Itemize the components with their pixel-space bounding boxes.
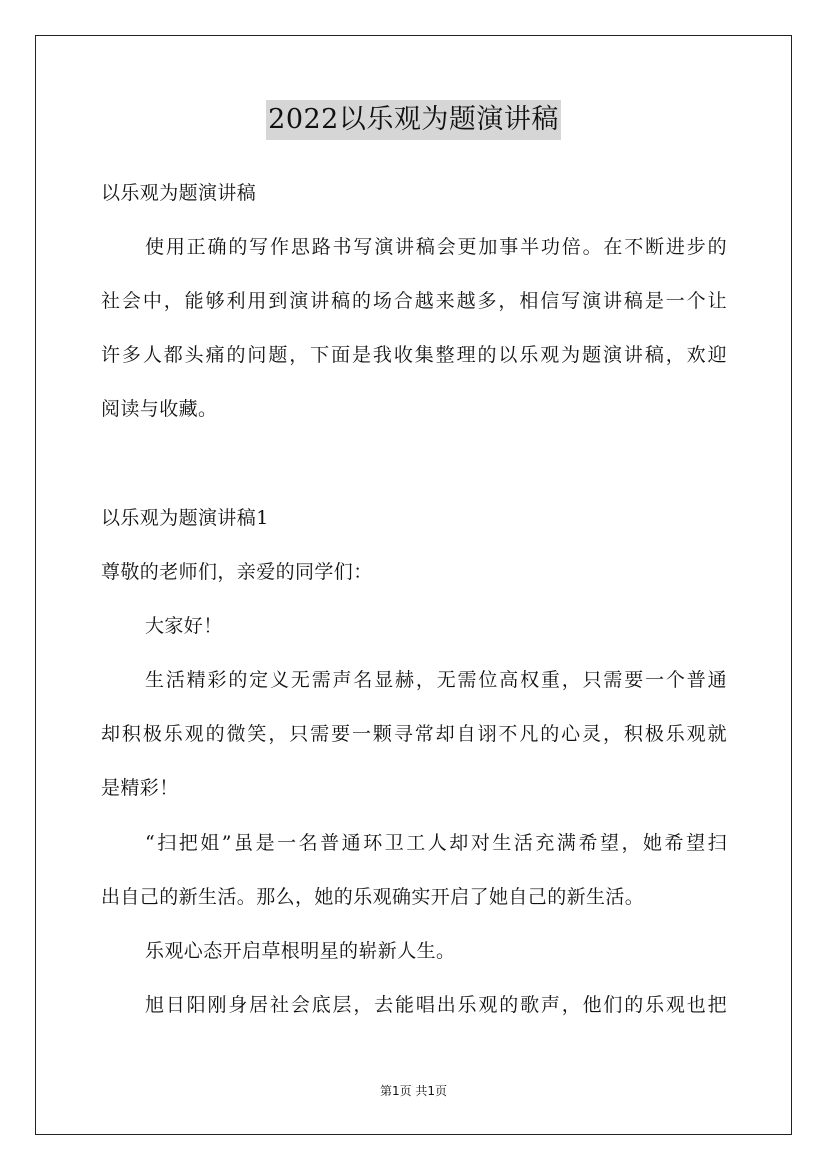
- salutation: 尊敬的老师们，亲爱的同学们：: [101, 561, 373, 583]
- intro-line-3: 许多人都头痛的问题，下面是我收集整理的以乐观为题演讲稿，欢迎: [101, 344, 727, 366]
- page-footer: 第1页 共1页: [379, 1084, 448, 1098]
- paragraph1-line-2: 却积极乐观的微笑，只需要一颗寻常却自诩不凡的心灵，积极乐观就: [101, 723, 727, 745]
- paragraph1-line-3: 是精彩！: [101, 777, 179, 799]
- paragraph4-line-1: 旭日阳刚身居社会底层，去能唱出乐观的歌声，他们的乐观也把: [145, 994, 727, 1016]
- intro-line-1: 使用正确的写作思路书写演讲稿会更加事半功倍。在不断进步的: [145, 236, 727, 258]
- paragraph2-line-1: “扫把姐”虽是一名普通环卫工人却对生活充满希望，她希望扫: [145, 832, 727, 854]
- document-title: 2022以乐观为题演讲稿: [266, 100, 561, 140]
- paragraph1-line-1: 生活精彩的定义无需声名显赫，无需位高权重，只需要一个普通: [145, 669, 727, 691]
- title-container: [0, 100, 827, 140]
- section-heading: 以乐观为题演讲稿1: [101, 507, 269, 529]
- paragraph2-line-2: 出自己的新生活。那么，她的乐观确实开启了她自己的新生活。: [101, 886, 645, 908]
- document-subtitle: 以乐观为题演讲稿: [101, 182, 257, 204]
- intro-line-2: 社会中，能够利用到演讲稿的场合越来越多，相信写演讲稿是一个让: [101, 290, 727, 312]
- intro-line-4: 阅读与收藏。: [101, 398, 218, 420]
- greeting: 大家好！: [145, 615, 223, 637]
- paragraph3: 乐观心态开启草根明星的崭新人生。: [145, 940, 456, 962]
